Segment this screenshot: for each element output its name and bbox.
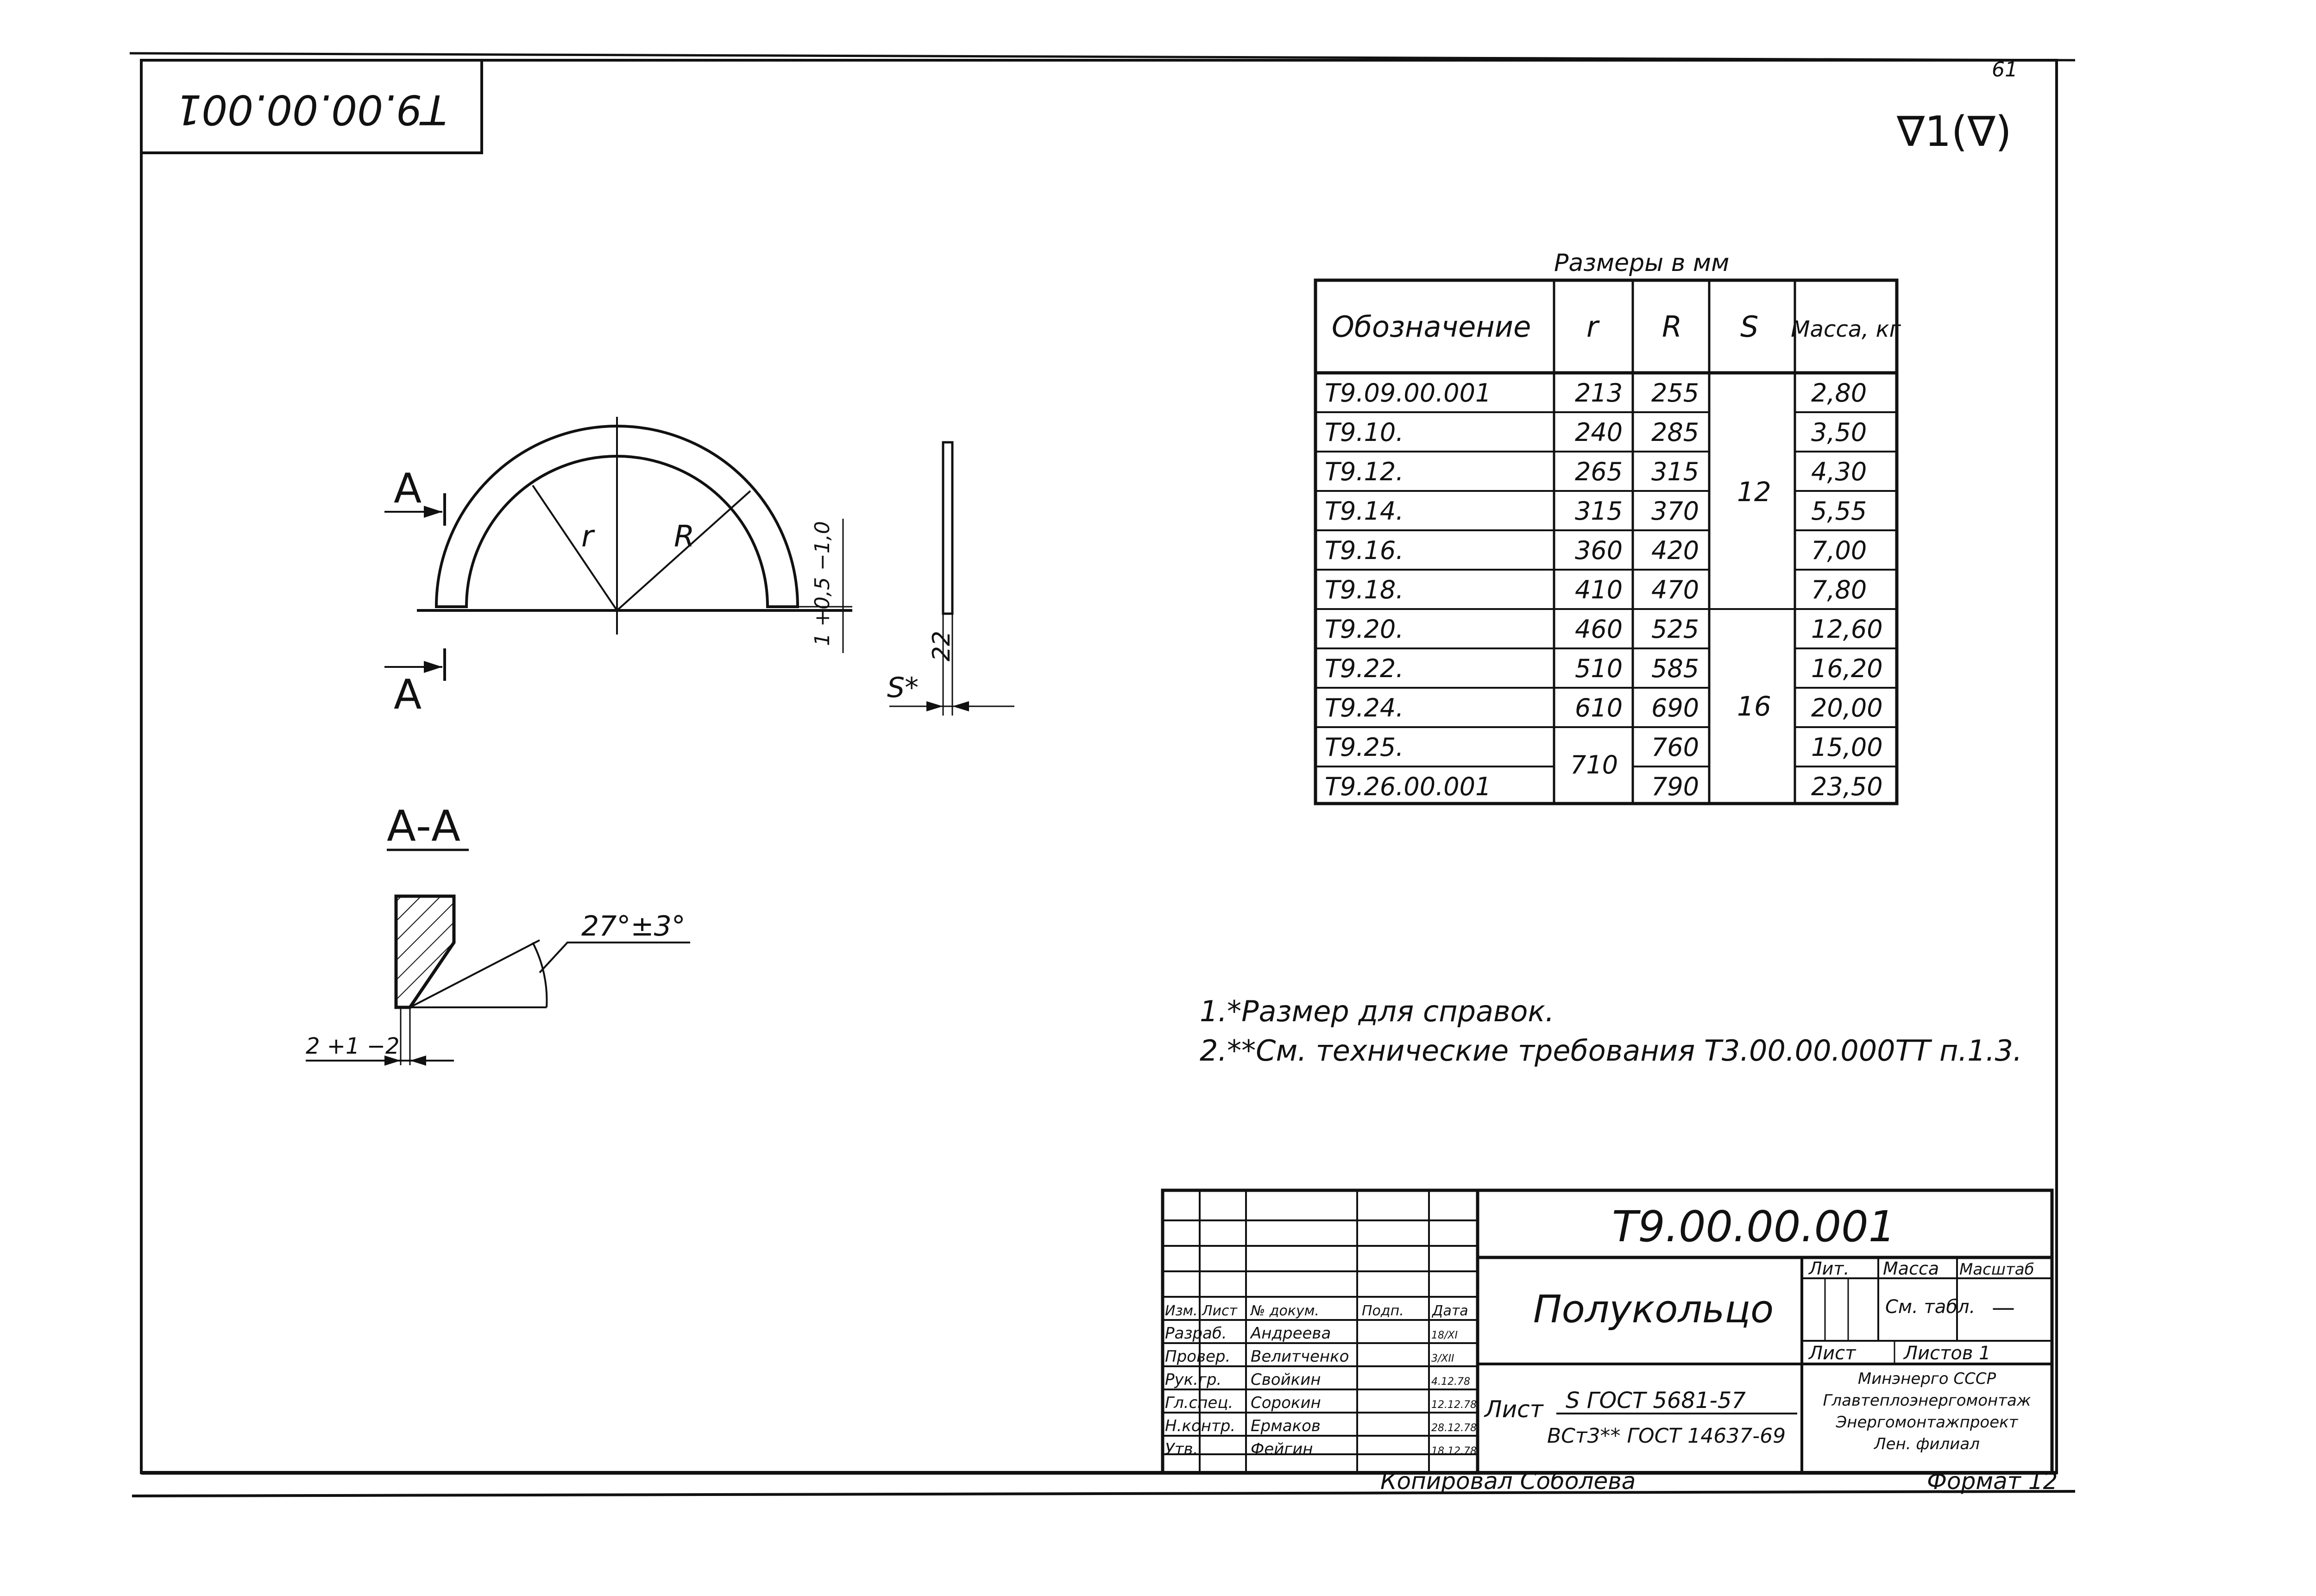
tb-scale-value: —	[1992, 1294, 2015, 1321]
label-22: 22	[928, 630, 956, 662]
label-S: S*	[887, 672, 919, 704]
tb-person-name: Сорокин	[1251, 1394, 1321, 1412]
table-cell-designation: Т9.20.	[1325, 615, 1404, 644]
table-cell-designation: Т9.10.	[1325, 418, 1404, 447]
table-cell-r: 315	[1575, 496, 1623, 526]
tb-h-date: Дата	[1432, 1303, 1468, 1319]
tb-h-list: Лист	[1202, 1303, 1238, 1319]
format-label: Формат 12	[1927, 1468, 2058, 1495]
tb-person-date: 28.12.78	[1431, 1422, 1477, 1434]
table-cell-designation: Т9.26.00.001	[1325, 772, 1492, 801]
table-cell-R: 285	[1651, 418, 1699, 447]
table-cell-mass: 2,80	[1811, 378, 1867, 408]
tb-person-role: Гл.спец.	[1165, 1394, 1234, 1412]
label-A-bottom: А	[394, 671, 422, 718]
tb-person-date: 4.12.78	[1431, 1376, 1470, 1388]
r-merged-710: 710	[1570, 750, 1618, 779]
table-cell-r: 410	[1575, 575, 1623, 604]
table-cell-r: 240	[1575, 418, 1623, 447]
tb-person-role: Рук.гр.	[1165, 1370, 1222, 1389]
tb-part-name: Полукольцо	[1533, 1288, 1774, 1332]
bottom-trim-line	[132, 1491, 2075, 1496]
section-arrowhead-bottom	[424, 661, 442, 673]
table-cell-designation: Т9.12.	[1325, 457, 1404, 486]
table-body	[1325, 378, 1883, 801]
table-cell-R: 315	[1651, 457, 1699, 486]
table-cell-r: 460	[1575, 615, 1623, 644]
drawing-frame	[141, 60, 2057, 1473]
table-cell-mass: 12,60	[1811, 615, 1883, 644]
section-profile	[396, 896, 454, 1007]
side-arrow-right	[952, 701, 969, 711]
note-1: 1.*Размер для справок.	[1200, 994, 1554, 1028]
section-title: А-А	[387, 801, 461, 851]
table-cell-mass: 5,55	[1811, 496, 1867, 526]
label-r: r	[581, 520, 594, 554]
tb-person-name: Ермаков	[1251, 1417, 1321, 1435]
table-cell-mass: 7,80	[1811, 575, 1867, 604]
half-ring-view	[384, 417, 852, 681]
table-cell-r: 360	[1575, 536, 1623, 565]
table-caption: Размеры в мм	[1554, 249, 1730, 277]
tb-person-role: Провер.	[1165, 1347, 1231, 1366]
section-arrowhead-top	[424, 506, 442, 518]
tb-mass: Масса	[1883, 1258, 1939, 1279]
copied-by: Копировал Соболева	[1380, 1468, 1636, 1495]
tb-person-date: 18/XI	[1431, 1330, 1458, 1341]
table-cell-R: 420	[1651, 536, 1699, 565]
table-cell-mass: 15,00	[1811, 733, 1883, 762]
tb-person-role: Утв.	[1165, 1440, 1198, 1458]
tb-person-name: Велитченко	[1251, 1347, 1349, 1366]
th-S: S	[1740, 310, 1759, 344]
table-cell-R: 470	[1651, 575, 1699, 604]
page-number: 61	[1992, 58, 2018, 82]
s-group-16: 16	[1737, 691, 1771, 722]
th-R: R	[1662, 310, 1682, 344]
table-cell-r: 265	[1575, 457, 1623, 486]
tb-lit: Лит.	[1809, 1258, 1850, 1279]
tb-h-izm: Изм.	[1165, 1303, 1198, 1319]
tb-doc-code: Т9.00.00.001	[1612, 1202, 1896, 1251]
tb-person-name: Фейгин	[1251, 1440, 1313, 1458]
tb-org-3: Энергомонтажпроект	[1836, 1413, 2018, 1432]
radius-r-line	[533, 485, 617, 610]
table-cell-designation: Т9.25.	[1325, 733, 1404, 762]
gap-tolerance: 2 +1 −2	[306, 1033, 400, 1059]
tb-material-2: ВСт3** ГОСТ 14637-69	[1547, 1424, 1786, 1448]
table-cell-R: 760	[1651, 733, 1699, 762]
table-cell-designation: Т9.24.	[1325, 693, 1404, 723]
table-cell-R: 255	[1651, 378, 1699, 408]
label-R: R	[674, 520, 695, 554]
tb-sheets: Листов 1	[1904, 1343, 1991, 1364]
table-cell-mass: 7,00	[1811, 536, 1867, 565]
label-A-top: А	[394, 465, 422, 512]
table-cell-r: 510	[1575, 654, 1623, 683]
tb-sheet: Лист	[1809, 1343, 1856, 1364]
tb-person-role: Н.контр.	[1165, 1417, 1236, 1435]
table-cell-R: 690	[1651, 693, 1699, 723]
tb-person-name: Свойкин	[1251, 1370, 1321, 1389]
table-cell-R: 370	[1651, 496, 1699, 526]
tb-scale: Масштаб	[1959, 1260, 2034, 1279]
tb-org-2: Главтеплоэнергомонтаж	[1823, 1391, 2031, 1410]
note-2: 2.**См. технические требования Т3.00.00.000ТТ п.1.3.	[1200, 1034, 2022, 1068]
gap-arrow-right	[410, 1056, 426, 1066]
table-cell-designation: Т9.16.	[1325, 536, 1404, 565]
side-view-plate	[943, 442, 952, 614]
table-cell-R: 790	[1651, 772, 1699, 801]
table-cell-R: 525	[1651, 615, 1699, 644]
table-cell-r: 213	[1575, 378, 1623, 408]
tb-person-date: 3/XII	[1431, 1353, 1454, 1364]
tb-h-sign: Подп.	[1362, 1303, 1404, 1319]
tb-material-prefix: Лист	[1485, 1396, 1543, 1423]
table-cell-designation: Т9.18.	[1325, 575, 1404, 604]
th-mass: Масса, кг	[1791, 316, 1901, 342]
tb-person-date: 18.12.78	[1431, 1445, 1477, 1457]
tb-org-1: Минэнерго СССР	[1857, 1370, 1996, 1388]
angle-leader	[540, 943, 690, 973]
roughness-sign: ∇1(∇)	[1897, 107, 2012, 156]
side-arrow-left	[926, 701, 943, 711]
table-cell-mass: 20,00	[1811, 693, 1883, 723]
tb-mass-value: См. табл.	[1885, 1296, 1976, 1318]
tb-person-name: Андреева	[1251, 1324, 1331, 1343]
table-cell-r: 610	[1575, 693, 1623, 723]
angle-label: 27°±3°	[581, 910, 686, 943]
table-cell-mass: 3,50	[1811, 418, 1867, 447]
tb-org-4: Лен. филиал	[1874, 1435, 1980, 1453]
table-cell-R: 585	[1651, 654, 1699, 683]
tolerance-height: 1 +0,5 −1,0	[811, 521, 834, 646]
tb-material-1: S ГОСТ 5681-57	[1566, 1388, 1746, 1414]
table-cell-mass: 16,20	[1811, 654, 1883, 683]
stamp-code: Т9.00.00.001	[176, 86, 447, 134]
table-cell-mass: 4,30	[1811, 457, 1867, 486]
table-cell-mass: 23,50	[1811, 772, 1883, 801]
th-designation: Обозначение	[1332, 310, 1531, 344]
tb-person-role: Разраб.	[1165, 1324, 1227, 1343]
table-cell-designation: Т9.09.00.001	[1325, 378, 1492, 408]
table-cell-designation: Т9.14.	[1325, 496, 1404, 526]
tb-h-doc: № докум.	[1251, 1303, 1319, 1319]
angle-arc	[533, 943, 547, 1007]
s-group-12: 12	[1737, 476, 1771, 508]
th-r: r	[1586, 310, 1599, 344]
tb-person-date: 12.12.78	[1431, 1399, 1477, 1411]
table-cell-designation: Т9.22.	[1325, 654, 1404, 683]
tb-people	[1165, 1324, 1477, 1458]
